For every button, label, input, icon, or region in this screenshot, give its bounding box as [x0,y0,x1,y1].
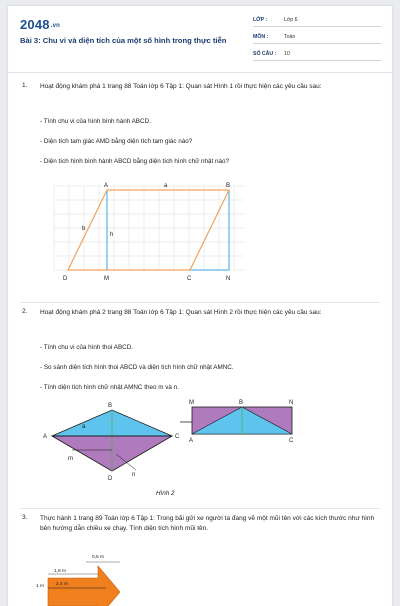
figure-3-arrow [36,544,156,606]
label-m: m [68,456,73,462]
meta-count-key: SỐ CÂU : [253,51,277,57]
question-bullet: - Diện tích hình bình hành ABCD bằng diện tích hình chữ nhật nào? [40,158,230,165]
label-n-rect: N [289,400,294,406]
label-w1: 0,5 m [92,555,104,560]
label-d: D [63,276,68,282]
question-number: 3. [22,514,28,521]
divider [20,302,380,303]
label-d: D [108,476,113,482]
label-c: C [175,434,180,440]
label-m: M [104,276,109,282]
label-a: A [104,183,109,189]
label-side-b: b [82,226,86,232]
label-w2: 1,8 m [54,569,66,574]
meta-count-value: 10 [284,51,290,57]
question-bullet: - So sánh diện tích hình thoi ABCD và diện tích hình chữ nhật AMNC. [40,364,234,371]
figure-caption: Hình 2 [156,490,175,497]
meta-grade-key: LỚP : [253,17,268,23]
label-side-a: a [82,424,86,430]
question-bullet: - Tính chu vi của hình thoi ABCD. [40,344,133,351]
meta-subject-key: MÔN : [253,34,269,40]
logo-main: 2048 [20,17,50,32]
label-side-a: a [164,183,168,189]
meta-grade [253,12,381,27]
document-header [8,6,392,73]
site-logo[interactable] [20,17,60,32]
question-text: Hoạt động khám phá 1 trang 88 Toán lớp 6 Tập 1: Quan sát Hình 1 rồi thực hiện các yêu cầu sau: [40,83,322,90]
meta-grade-value: Lớp 6 [284,17,298,23]
question-text: Thực hành 1 trang 89 Toán lớp 6 Tập 1: Trong bãi gửi xe người ta đang vẽ một mũi tên với các kích thước như hình bên hướng dẫn chiều xe chạy. Tính diện tích hình mũi tên. [40,515,375,532]
figure-1-parallelogram [44,176,254,288]
label-n: N [226,276,231,282]
meta-subject [253,29,381,44]
label-n: n [132,472,136,478]
figure-2-rhombus [40,398,310,490]
lesson-title: Bài 3: Chu vi và diện tích của một số hình trong thực tiễn [20,36,227,45]
label-a: A [43,434,48,440]
label-c-rect: C [289,438,294,444]
divider [20,508,380,509]
question-text: Hoạt động khám phá 2 trang 88 Toán lớp 6 Tập 1: Quan sát Hình 2 rồi thực hiện các yêu cầu sau: [40,309,322,316]
label-b-rect: B [239,400,244,406]
question-bullet: - Tính chu vi của hình bình hành ABCD. [40,118,151,125]
label-b: B [226,183,231,189]
label-height-h: h [110,232,114,238]
label-m-rect: M [189,400,194,406]
logo-tld: .vn [50,23,61,29]
question-number: 1. [22,82,28,89]
question-bullet: - Diện tích tam giác AMD bằng diện tích tam giác nào? [40,138,193,145]
label-h1: 1 m [36,584,44,589]
label-b: B [108,403,113,409]
label-a-rect: A [189,438,194,444]
meta-subject-value: Toán [284,34,296,40]
meta-count [253,46,381,61]
question-number: 2. [22,308,28,315]
parallelogram-abcd [68,190,229,270]
document-page [8,6,392,606]
question-bullet: - Tính diện tích hình chữ nhật AMNC theo m và n. [40,384,179,391]
label-c: C [187,276,192,282]
label-w3: 2,4 m [56,582,68,587]
